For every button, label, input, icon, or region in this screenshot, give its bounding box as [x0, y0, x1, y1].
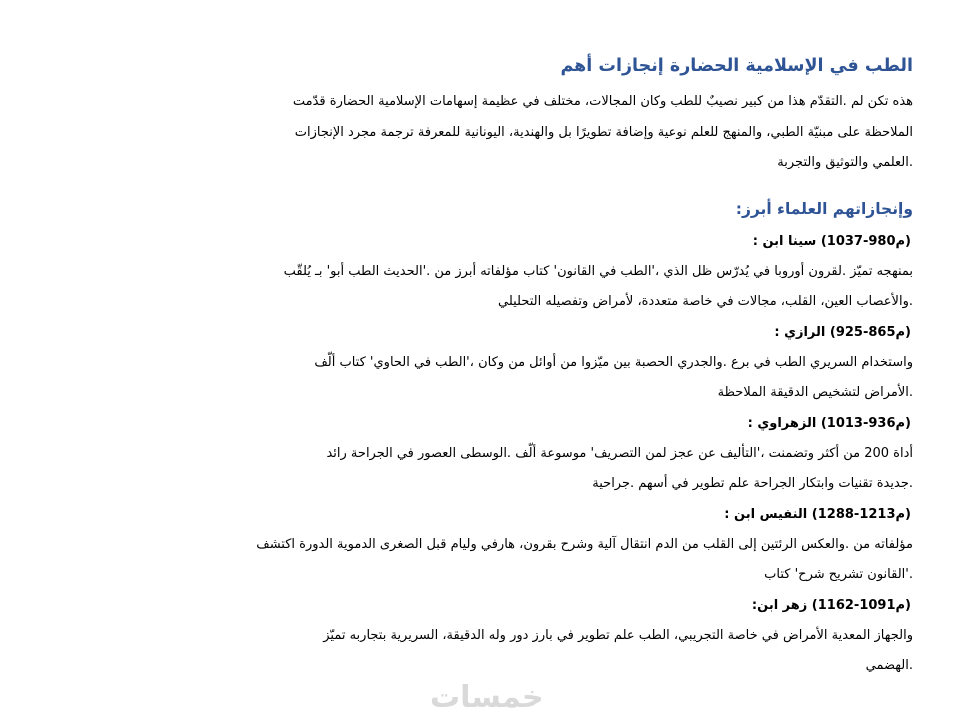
intro-line: هذه تكن لم .التقدّم هذا من كبير نصيبٌ للطب وكان المجالات، مختلف في عظيمة إسهامات الإسلامية الحضارة قدّمت	[292, 94, 913, 109]
scholar-line: والجهاز المعدية الأمراض في خاصة التجريبي، الطب علم تطوير في بارز دور وله الدقيقة، السريرية بتجاربه تميّز	[323, 627, 913, 643]
scholar-line: .الهضمي	[865, 658, 913, 673]
scholar-ibn-zuhr	[223, 591, 913, 682]
document-content	[223, 52, 913, 682]
scholar-heading: (م1213-1288) النفيس ابن :	[724, 506, 911, 522]
scholar-heading: (م980-1037) سينا ابن :	[752, 233, 911, 249]
scholar-line: .والأعصاب العين، القلب، مجالات في خاصة متعددة، لأمراض وتفصيله التحليلي	[497, 294, 913, 309]
section-heading: وإنجازاتهم العلماء أبرز:	[735, 199, 913, 218]
scholar-ibn-al-nafis	[223, 500, 913, 591]
scholar-line: مؤلفاته من .والعكس الرئتين إلى القلب من الدم انتقال آلية وشرح بقرون، هارفي وليام قبل الصغرى الدموية الدورة اكتشف	[256, 536, 913, 552]
document-title: الطب في الإسلامية الحضارة إنجازات أهم	[560, 56, 913, 76]
intro-line: الملاحظة على مبنيّة الطبي، والمنهج للعلم نوعية وإضافة تطويرًا بل والهندية، اليونانية للمعرفة ترجمة مجرد الإنجازات	[294, 124, 913, 140]
scholar-line: .جديدة تقنيات وابتكار الجراحة علم تطوير في أسهم .جراحية	[592, 476, 913, 491]
scholar-line: بمنهجه تميّز .لقرون أوروبا في يُدرّس ظل الذي ،'الطب في القانون' كتاب مؤلفاته أبرز من .'الحديث الطب أبو' بـ يُلقّب	[283, 263, 913, 279]
scholar-line: أداة 200 من أكثر وتضمنت ،'التأليف عن عجز لمن التصريف' موسوعة ألّف .الوسطى العصور في الجراحة رائد	[326, 445, 913, 461]
scholar-line: واستخدام السريري الطب في برع .والجدري الحصبة بين ميّزوا من أوائل من وكان ،'الطب في الحاوي' كتاب ألّف	[314, 354, 913, 370]
scholar-heading: (م936-1013) الزهراوي :	[747, 415, 911, 431]
scholar-heading: (م865-925) الرازي :	[774, 324, 911, 340]
scholar-al-zahrawi	[223, 409, 913, 500]
watermark: خمسات	[430, 680, 544, 715]
scholar-line: .الأمراض لتشخيص الدقيقة الملاحظة	[717, 385, 913, 400]
intro-paragraph	[223, 87, 913, 179]
scholar-ibn-sina	[223, 227, 913, 318]
scholar-heading: (م1091-1162) زهر ابن:	[751, 597, 911, 613]
scholar-al-razi	[223, 318, 913, 409]
scholar-line: .'القانون تشريح شرح' كتاب	[764, 567, 913, 582]
intro-line: .العلمي والتوثيق والتجربة	[777, 155, 913, 170]
